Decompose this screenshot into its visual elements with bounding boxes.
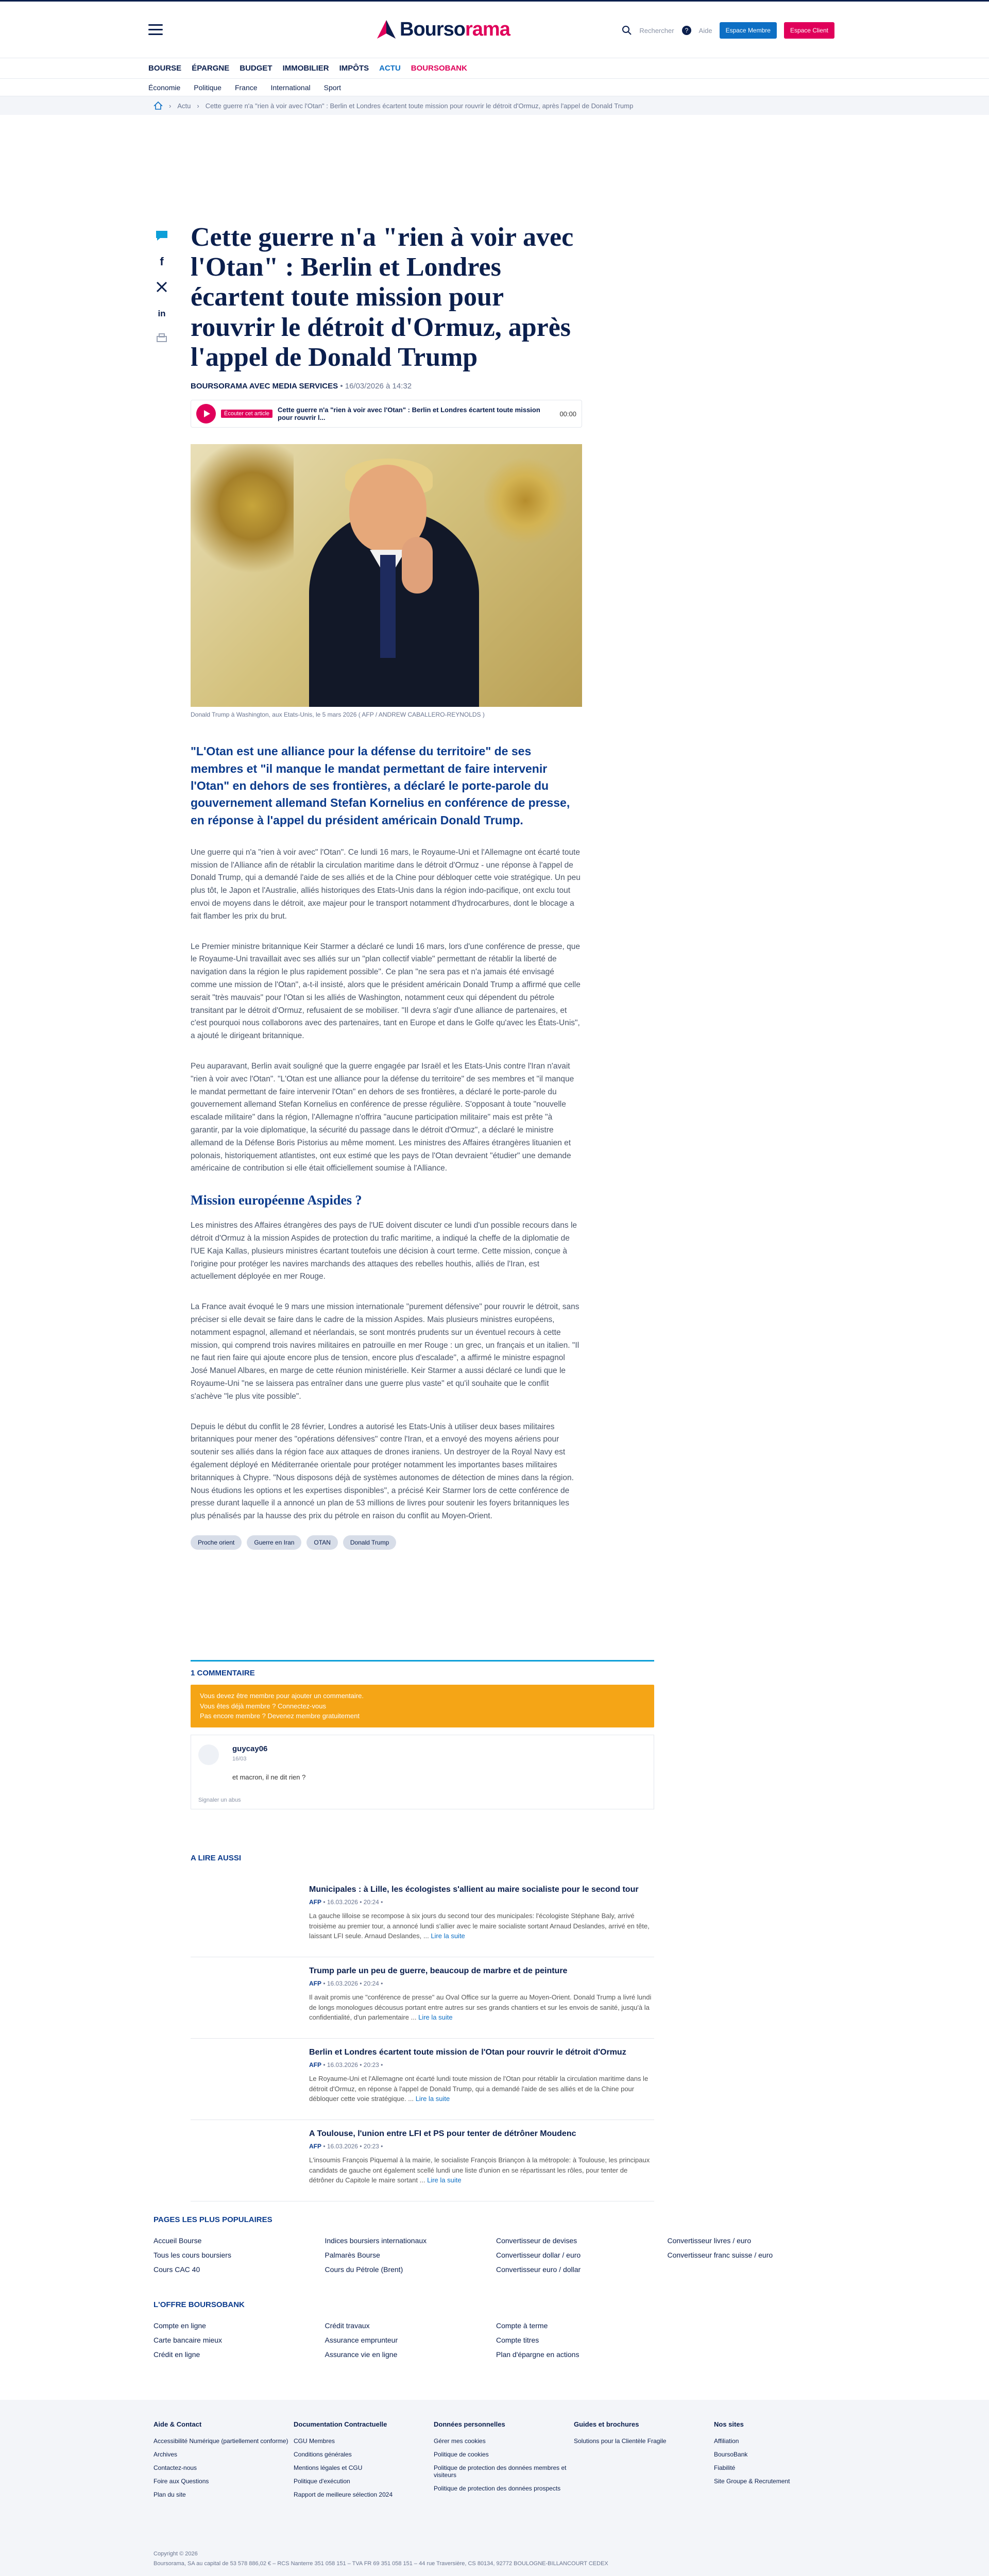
footer-col	[714, 2420, 854, 2504]
member-warning	[191, 1685, 654, 1727]
header	[0, 2, 989, 58]
tag[interactable]: Guerre en Iran	[247, 1535, 301, 1550]
footer-col	[154, 2420, 294, 2504]
read-more-link[interactable]: Lire la suite	[415, 2095, 450, 2103]
sub-nav	[0, 79, 989, 96]
footer-link[interactable]: Gérer mes cookies	[434, 2437, 486, 2445]
nav-impots[interactable]: IMPÔTS	[339, 64, 369, 73]
search-label[interactable]: Rechercher	[639, 26, 674, 35]
author[interactable]: BOURSORAMA AVEC MEDIA SERVICES	[191, 382, 338, 391]
audio-badge: Écouter cet article	[221, 410, 272, 418]
section-heading: Mission européenne Aspides ?	[191, 1193, 362, 1208]
popular-link[interactable]: Accueil Bourse	[154, 2236, 202, 2245]
audio-time: 00:00	[559, 410, 576, 418]
offer-link[interactable]	[668, 2336, 839, 2344]
logo-text: Bourso	[400, 18, 465, 40]
paragraph: La France avait évoqué le 9 mars une mission internationale "purement défensive" pour rouvrir le détroit, sans préciser si elle devait se faire dans le cadre de la mission Aspides. Mais plusieurs ministres européens, notamment espagnol, allemand et néerlandais, se sont montrés prudents sur un éventuel recours à cette mission, qui comprend trois navires militaires en patrouille en mer Rouge : un grec, un français et un italien. "Il ne faut rien faire qui ajoute encore plus de tension, encore plus d'escalade", a affirmé le ministre espagnol José Manuel Albares, en marge de cette réunion ministérielle. Keir Starmer a aussi déclaré ce lundi que le Royaume-Uni "ne se laissera pas entraîner dans une guerre plus vaste" et qu'il souhaite que le conflit s'achève "le plus vite possible".	[191, 1302, 579, 1401]
chevron-right-icon: ›	[169, 101, 172, 110]
popular-link[interactable]: Cours CAC 40	[154, 2265, 200, 2274]
footer-link[interactable]: CGU Membres	[294, 2437, 335, 2445]
paragraph: Une guerre qui n'a "rien à voir avec" l'Otan". Ce lundi 16 mars, le Royaume-Uni et l'Allemagne ont écarté toute mission de l'Alliance afin de rétablir la circulation maritime dans le détroit d'Ormuz - une réponse à l'appel de Donald Trump, qui a demandé l'aide de ses alliés et de la Chine pour débloquer cette voie stratégique. Un peu plus tôt, le Japon et l'Australie, alliés historiques des Etats-Unis dans la région indo-pacifique, ont exclu tout envoi de moyens dans le détroit, axe majeur pour le transport notamment d'hydrocarbures, dont le blocage a fait flamber les prix du brut.	[191, 848, 581, 921]
comment-text: et macron, il ne dit rien ?	[232, 1773, 306, 1781]
subnav-economie[interactable]: Économie	[148, 83, 181, 92]
footer-link[interactable]: Fiabilité	[714, 2464, 736, 2471]
footer-link[interactable]: Contactez-nous	[154, 2464, 197, 2471]
popular-link[interactable]: Convertisseur dollar / euro	[496, 2251, 581, 2259]
popular-pages	[154, 2215, 839, 2274]
play-icon[interactable]	[196, 404, 216, 423]
logo-icon	[375, 18, 398, 41]
comment-user[interactable]: guycay06	[232, 1744, 268, 1753]
breadcrumb-current: Cette guerre n'a "rien à voir avec l'Otan" : Berlin et Londres écartent toute mission pour rouvrir le détroit d'Ormuz, après l'appel de Donald Trump	[205, 101, 634, 110]
subnav-france[interactable]: France	[234, 83, 258, 92]
offer-link[interactable]: Assurance vie en ligne	[325, 2350, 398, 2359]
popular-link[interactable]: Tous les cours boursiers	[154, 2251, 231, 2259]
item-date: • 16.03.2026 • 20:24 •	[321, 1980, 383, 1987]
offer-link[interactable]: Compte à terme	[496, 2321, 548, 2330]
logo-accent: rama	[465, 18, 510, 40]
footer-col	[434, 2420, 574, 2504]
footer-link[interactable]: Mentions légales et CGU	[294, 2464, 363, 2471]
footer-link[interactable]: Solutions pour la Clientèle Fragile	[574, 2437, 667, 2445]
footer-heading: Aide & Contact	[154, 2420, 202, 2428]
item-source: AFP	[309, 2061, 321, 2069]
menu-icon[interactable]	[148, 24, 163, 36]
breadcrumb-section[interactable]: Actu	[177, 101, 191, 110]
footer-heading: Guides et brochures	[574, 2420, 639, 2428]
footer-heading: Nos sites	[714, 2420, 744, 2428]
copyright	[154, 2549, 608, 2568]
footer-link[interactable]: Site Groupe & Recrutement	[714, 2478, 790, 2485]
footer-link[interactable]: Affiliation	[714, 2437, 739, 2445]
espace-client-button[interactable]: Espace Client	[784, 22, 834, 39]
offer-link[interactable]: Assurance emprunteur	[325, 2336, 398, 2344]
read-more-link[interactable]: Lire la suite	[427, 2176, 462, 2184]
popular-link[interactable]: Convertisseur de devises	[496, 2236, 577, 2245]
help-icon[interactable]	[681, 25, 692, 36]
photo-caption: Donald Trump à Washington, aux Etats-Unis, le 5 mars 2026 ( AFP / ANDREW CABALLERO-REYNOLDS )	[191, 711, 485, 719]
linkedin-icon[interactable]	[155, 306, 169, 320]
offer-link[interactable]: Plan d'épargne en actions	[496, 2350, 579, 2359]
read-also-title: A LIRE AUSSI	[191, 1854, 242, 1862]
item-source: AFP	[309, 1980, 321, 1987]
offer-link[interactable]: Carte bancaire mieux	[154, 2336, 223, 2344]
list-item[interactable]	[191, 2039, 654, 2120]
nav-actu[interactable]: ACTU	[379, 64, 401, 73]
breadcrumb	[0, 96, 989, 115]
footer-link[interactable]: Politique de protection des données membres et visiteurs	[434, 2464, 567, 2479]
read-more-link[interactable]: Lire la suite	[431, 1932, 465, 1940]
footer-link[interactable]: Foire aux Questions	[154, 2478, 209, 2485]
offer-link[interactable]: Compte en ligne	[154, 2321, 206, 2330]
article	[191, 223, 582, 1550]
offer-link[interactable]: Crédit travaux	[325, 2321, 370, 2330]
warning-line: Vous devez être membre pour ajouter un commentaire.	[200, 1692, 364, 1700]
chevron-right-icon: ›	[197, 101, 199, 110]
comment-date: 16/03	[232, 1755, 247, 1762]
item-title[interactable]: A Toulouse, l'union entre LFI et PS pour tenter de détrôner Moudenc	[309, 2129, 576, 2138]
item-source: AFP	[309, 2143, 321, 2150]
item-title[interactable]: Berlin et Londres écartent toute mission de l'Otan pour rouvrir le détroit d'Ormuz	[309, 2048, 626, 2057]
footer-col	[294, 2420, 434, 2504]
popular-link[interactable]: Convertisseur livres / euro	[667, 2236, 752, 2245]
tags	[191, 1535, 582, 1550]
search-icon[interactable]	[622, 25, 632, 36]
subnav-sport[interactable]: Sport	[323, 83, 342, 92]
footer-link[interactable]: Rapport de meilleure sélection 2024	[294, 2491, 393, 2498]
popular-title: PAGES LES PLUS POPULAIRES	[154, 2215, 272, 2224]
boursobank-offer	[154, 2300, 839, 2359]
main-nav	[0, 58, 989, 79]
nav-epargne[interactable]: ÉPARGNE	[192, 64, 230, 73]
item-date: • 16.03.2026 • 20:23 •	[321, 2143, 383, 2150]
footer-heading: Documentation Contractuelle	[294, 2420, 387, 2428]
print-icon[interactable]	[155, 331, 169, 346]
popular-link[interactable]: Palmarès Bourse	[325, 2251, 380, 2259]
share-bar	[155, 228, 169, 346]
facebook-icon[interactable]	[155, 254, 169, 268]
popular-link[interactable]: Convertisseur euro / dollar	[496, 2265, 581, 2274]
svg-text:?: ?	[685, 27, 688, 34]
nav-boursobank[interactable]: BOURSOBANK	[411, 64, 467, 73]
nav-bourse[interactable]: BOURSE	[148, 64, 182, 73]
tag[interactable]: OTAN	[306, 1535, 337, 1550]
popular-link[interactable]: Cours du Pétrole (Brent)	[325, 2265, 403, 2274]
header-tools	[622, 22, 834, 39]
home-icon[interactable]	[154, 101, 163, 110]
comment	[191, 1735, 654, 1809]
list-item[interactable]	[191, 2120, 654, 2201]
footer-link[interactable]: Archives	[154, 2451, 178, 2458]
article-title: Cette guerre n'a "rien à voir avec l'Otan" : Berlin et Londres écartent toute mission pour rouvrir le détroit d'Ormuz, après l'appel de Donald Trump	[191, 223, 574, 372]
help-label[interactable]: Aide	[698, 26, 712, 35]
legal-text: Boursorama, SA au capital de 53 578 886,02 € – RCS Nanterre 351 058 151 – TVA FR 69 351 058 151 – 44 rue Traversière, CS 80134, 92772 BOULOGNE-BILLANCOURT CEDEX	[154, 2560, 608, 2567]
avatar	[198, 1744, 219, 1765]
footer-link[interactable]: Politique d'exécution	[294, 2478, 350, 2485]
comments-section	[191, 1660, 654, 1809]
item-text: L'insoumis François Piquemal à la mairie, le socialiste François Briançon à la métropole: à Toulouse, les principaux candidats de gauche ont également scellé lundi une liste d'union en se répartissant les rôles, pour tenter de détrôner du Capitole le maire sortant ...	[309, 2156, 650, 2184]
item-text: Le Royaume-Uni et l'Allemagne ont écarté lundi toute mission de l'Otan pour rétablir la circulation maritime dans le détroit d'Ormuz, en réponse à l'appel de Donald Trump, qui a demandé l'aide de ses alliés et de la Chine pour débloquer cette voie stratégique. ...	[309, 2075, 649, 2103]
tag[interactable]: Proche orient	[191, 1535, 242, 1550]
audio-player	[191, 400, 582, 428]
offer-link[interactable]: Compte titres	[496, 2336, 539, 2344]
paragraph: Depuis le début du conflit le 28 février, Londres a autorisé les Etats-Unis à utiliser deux bases militaires britanniques pour mener des "opérations défensives" contre l'Iran, et a envoyé des moyens aériens pour soutenir ses alliés dans la région face aux attaques de drones iraniens. Un destroyer de la Royal Navy est également déployé en Méditerranée orientale pour protéger notamment les importantes bases militaires britanniques à Chypre. "Nous disposons déjà de systèmes autonomes de détection de mines dans la région. Nous étudions les options et les expertises disponibles", a précisé Keir Starmer lors de cette conférence de presse durant laquelle il a annoncé un plan de 53 millions de livres pour soutenir les foyers britanniques les plus pénalisés par la hausse des prix du pétrole en raison du conflit au Moyen-Orient.	[191, 1422, 574, 1521]
footer-link[interactable]: Conditions générales	[294, 2451, 352, 2458]
footer	[0, 2400, 989, 2576]
footer-col	[574, 2420, 714, 2504]
espace-membre-button[interactable]: Espace Membre	[720, 22, 777, 39]
list-item[interactable]	[191, 1957, 654, 2039]
offer-link[interactable]	[668, 2321, 839, 2330]
popular-link[interactable]: Indices boursiers internationaux	[325, 2236, 427, 2245]
comments-title: 1 COMMENTAIRE	[191, 1669, 255, 1677]
item-source: AFP	[309, 1899, 321, 1906]
popular-link[interactable]: Convertisseur franc suisse / euro	[667, 2251, 773, 2259]
footer-link[interactable]: BoursoBank	[714, 2451, 748, 2458]
read-more-link[interactable]: Lire la suite	[418, 2013, 453, 2021]
copyright-year: Copyright © 2026	[154, 2551, 198, 2557]
popular-link[interactable]	[668, 2265, 839, 2274]
footer-link[interactable]: Accessibilité Numérique (partiellement conforme)	[154, 2437, 288, 2445]
offer-link[interactable]: Crédit en ligne	[154, 2350, 200, 2359]
article-photo	[191, 444, 582, 707]
paragraph: Peu auparavant, Berlin avait souligné que la guerre engagée par Israël et les Etats-Unis contre l'Iran n'avait "rien à voir avec l'Otan". "L'Otan est une alliance pour la défense du territoire" de ses membres et "il manque le mandat permettant de faire intervenir l'Otan" en dehors de ses frontières, a déclaré le porte-parole du gouvernement allemand Stefan Kornelius en conférence de presse régulière. S'opposant à toute "nouvelle escalade militaire" dans la région, l'Allemagne n'offrira "aucune participation militaire" mais est prête "à garantir, par la voie diplomatique, la sécurité du passage dans le détroit d'Ormuz", a déclaré le ministre allemand de la Défense Boris Pistorius au même moment. Les ministres des Affaires étrangères lituanien et polonais, historiquement atlantistes, ont eux estimé que les pays de l'Otan devraient "étudier" une demande américaine de contribution si elle était officiellement soumise à l'Alliance.	[191, 1062, 574, 1173]
audio-title: Cette guerre n'a "rien à voir avec l'Otan" : Berlin et Londres écartent toute mission pour rouvrir l...	[278, 406, 540, 422]
signup-link[interactable]: Pas encore membre ? Devenez membre gratuitement	[200, 1712, 360, 1720]
item-title[interactable]: Trump parle un peu de guerre, beaucoup de marbre et de peinture	[309, 1967, 568, 1975]
svg-text:in: in	[158, 309, 166, 318]
nav-immobilier[interactable]: IMMOBILIER	[282, 64, 329, 73]
paragraph: Le Premier ministre britannique Keir Starmer a déclaré ce lundi 16 mars, lors d'une conférence de presse, que le Royaume-Uni travaillait avec ses alliés sur un "plan collectif viable" permettant de rétablir la liberté de navigation dans la région le plus rapidement possible". Ce plan "ne sera pas et n'a jamais été envisagé comme une mission de l'Otan", a-t-il insisté, alors que le président américain Donald Trump a affirmé que celle serait "très mauvais" pour l'Otan si les alliés de Washington, notamment ceux qui dépendent du pétrole transitant par le détroit d'Ormuz, refusaient de se mobiliser. "Il devra s'agir d'une alliance de partenaires, et c'est pourquoi nous collaborons avec des partenaires, tant en Europe et dans le Golfe qu'avec les États-Unis", a ajouté le dirigeant britannique.	[191, 942, 581, 1041]
subnav-politique[interactable]: Politique	[194, 83, 221, 92]
login-link[interactable]: Vous êtes déjà membre ? Connectez-vous	[200, 1702, 326, 1710]
tag[interactable]: Donald Trump	[343, 1535, 396, 1550]
offer-link[interactable]	[668, 2350, 839, 2359]
footer-link[interactable]: Plan du site	[154, 2491, 186, 2498]
paragraph: Les ministres des Affaires étrangères des pays de l'UE doivent discuter ce lundi d'un possible recours dans le détroit d'Ormuz à la mission Aspides de protection du trafic maritime, a indiqué la cheffe de la diplomatie de l'UE Kaja Kallas, plusieurs ministres écartant toutefois une décision à court terme. Cette mission, conçue à l'origine pour protéger les navires marchands des attaques des rebelles houthis, alliés de l'Iran, est actuellement déployée en mer Rouge.	[191, 1221, 577, 1281]
footer-link[interactable]: Politique de protection des données prospects	[434, 2485, 561, 2492]
svg-text:f: f	[160, 255, 164, 268]
item-text: La gauche lilloise se recompose à six jours du second tour des municipales: l'écologiste Stéphane Baly, arrivé troisième au premier tour, a annoncé lundi s'allier avec le maire socialiste sortant Arnaud Deslandes, arrivé en tête, laissant LFI seule. Arnaud Deslandes, ...	[309, 1912, 650, 1940]
x-icon[interactable]	[155, 280, 169, 294]
read-also	[191, 1854, 654, 2201]
item-title[interactable]: Municipales : à Lille, les écologistes s'allient au maire socialiste pour le second tour	[309, 1885, 639, 1894]
comment-icon[interactable]	[155, 228, 169, 243]
item-text: Il avait promis une "conférence de presse" au Oval Office sur la guerre au Moyen-Orient. Donald Trump a livré lundi de longs monologues décousus portant entre autres sur ses grands chantiers et sur les envois de sanité, jusqu'à la confidentialité, d'un parlementaire ...	[309, 1993, 652, 2021]
footer-link[interactable]: Politique de cookies	[434, 2451, 489, 2458]
article-lead: "L'Otan est une alliance pour la défense du territoire" de ses membres et "il manque le mandat permettant de faire intervenir l'Otan" en dehors de ses frontières, a déclaré le porte-parole du gouvernement allemand Stefan Kornelius en conférence de presse, en réponse à l'appel du président américain Donald Trump.	[191, 744, 570, 827]
logo[interactable]	[375, 18, 510, 41]
publish-date: • 16/03/2026 à 14:32	[338, 382, 412, 391]
item-date: • 16.03.2026 • 20:23 •	[321, 2061, 383, 2069]
offer-title: L'OFFRE BOURSOBANK	[154, 2300, 245, 2309]
report-link[interactable]: Signaler un abus	[198, 1797, 241, 1803]
list-item[interactable]	[191, 1876, 654, 1957]
item-date: • 16.03.2026 • 20:24 •	[321, 1899, 383, 1906]
nav-budget[interactable]: BUDGET	[240, 64, 272, 73]
subnav-international[interactable]: International	[270, 83, 311, 92]
footer-heading: Données personnelles	[434, 2420, 505, 2428]
byline	[191, 382, 582, 391]
